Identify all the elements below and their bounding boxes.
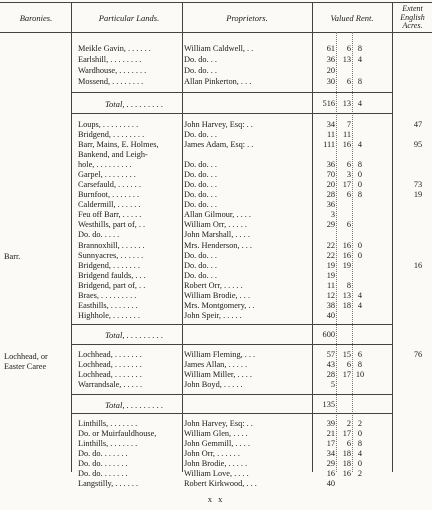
rent-shillings-cell: 6 [346, 220, 351, 229]
proprietor-cell: Do. do. . . [184, 251, 217, 260]
rent-shillings-cell: 6 [346, 190, 351, 199]
land-cell: Do. do. . . . . . . [78, 449, 128, 458]
rent-pounds-cell: 22 [326, 251, 335, 260]
proprietor-cell: James Adam, Esq: . . [184, 140, 254, 149]
rent-pence-cell: 8 [357, 190, 363, 199]
rent-shillings-cell: 16 [342, 241, 351, 250]
proprietor-cell: John Speir, . . . . . [184, 311, 242, 320]
rent-pence-cell: 10 [355, 370, 365, 379]
rent-shillings-cell: 6 [346, 77, 351, 86]
land-cell: Warrandsale, . . . . . [78, 380, 143, 389]
land-cell-continuation: Bankend, and Leigh- [78, 150, 148, 159]
rent-shillings-cell: 18 [342, 449, 351, 458]
rent-pounds-cell: 36 [326, 200, 335, 209]
rent-pounds-cell: 43 [326, 360, 335, 369]
rent-pounds-cell: 17 [326, 439, 335, 448]
proprietor-cell: Allan Gilmour, . . . . [184, 210, 251, 219]
total-rule [71, 394, 392, 395]
rent-pence-cell: 0 [357, 429, 363, 438]
rent-pounds-cell: 34 [326, 449, 335, 458]
rent-shillings-cell: 17 [342, 180, 351, 189]
land-cell: Langstilly, . . . . . . [78, 479, 139, 488]
land-cell-continuation: hole, . . . . . . . . . [78, 160, 132, 169]
extent-acres-cell: 95 [413, 140, 423, 149]
rent-pounds-cell: 40 [326, 311, 335, 320]
rent-pounds-cell: 16 [326, 469, 335, 478]
rent-pounds-cell: 21 [326, 429, 335, 438]
extent-acres-cell: 76 [413, 350, 423, 359]
total-shillings: 13 [342, 99, 351, 108]
land-cell: Carsefauld, . . . . . . [78, 180, 141, 189]
header-rule-bottom [0, 32, 432, 33]
rent-pence-cell: 0 [357, 180, 363, 189]
rent-pounds-cell: 11 [327, 281, 335, 290]
rent-pence-cell: 8 [357, 360, 363, 369]
proprietor-cell: Do. do. . . [184, 261, 217, 270]
barony-name: Lochhead, or [4, 352, 48, 361]
rent-shillings-cell: 16 [342, 140, 351, 149]
col-header-extent [393, 5, 432, 31]
proprietor-cell: William Brodie, . . . [184, 291, 251, 300]
proprietor-cell: John Brodie, . . . . . [184, 459, 248, 468]
col-header-particular-lands: Particular Lands. [98, 13, 160, 23]
rent-pence-cell: 4 [357, 55, 363, 64]
extent-acres-cell: 47 [413, 120, 423, 129]
rent-pence-cell: 4 [357, 291, 363, 300]
rent-shillings-cell: 13 [342, 55, 351, 64]
land-cell-continuation: Do. do. . . . . [78, 230, 120, 239]
land-cell: Do. do. . . . . . . [78, 469, 128, 478]
proprietor-cell: Robert Orr, . . . . . [184, 281, 243, 290]
rent-shillings-cell: 6 [346, 439, 351, 448]
rent-pounds-cell: 12 [326, 291, 335, 300]
proprietor-cell: Do. do. . . [184, 200, 217, 209]
total-rule [71, 344, 392, 345]
rent-pence-cell: 8 [357, 77, 363, 86]
land-cell: Burnfoot, . . . . . . . [78, 190, 140, 199]
rent-pounds-cell: 28 [326, 190, 335, 199]
rent-pounds-cell: 70 [326, 170, 335, 179]
proprietor-cell: Mrs. Montgomery, . . [184, 301, 255, 310]
rent-shillings-cell: 16 [342, 251, 351, 260]
rent-pounds-cell: 36 [326, 55, 335, 64]
land-cell: Wardhouse, . . . . . . . [78, 66, 147, 75]
land-cell: Sunnyacres, . . . . . . [78, 251, 144, 260]
land-cell: Do. do. . . . . . . [78, 459, 128, 468]
total-label: Total, . . . . . . . . . [105, 400, 164, 410]
land-cell: Caldermill, . . . . . . [78, 200, 141, 209]
land-cell: Braes, . . . . . . . . . [78, 291, 137, 300]
rent-pence-cell: 8 [357, 439, 363, 448]
total-pounds: 600 [322, 330, 335, 339]
proprietor-cell: John Harvey, Esq: . . [184, 419, 253, 428]
land-cell: Bridgend, . . . . . . . [78, 261, 140, 270]
rent-pounds-cell: 61 [326, 44, 335, 53]
rent-pounds-cell: 19 [326, 261, 335, 270]
column-rule-rent-shillings [352, 32, 353, 472]
extent-acres-cell: 16 [413, 261, 423, 270]
proprietor-cell: Do. do. . . [184, 271, 217, 280]
rent-pence-cell: 0 [357, 459, 363, 468]
proprietor-cell: William Orr, . . . . . [184, 220, 247, 229]
land-cell: Garpel, . . . . . . . . [78, 170, 136, 179]
proprietor-cell: Do. do. . . [184, 160, 217, 169]
land-cell: Linthills, . . . . . . . [78, 439, 138, 448]
total-rule [71, 413, 392, 414]
total-rule [71, 92, 392, 93]
proprietor-cell: Allan Pinkerton, . . . [184, 77, 252, 86]
barony-name: Barr. [4, 252, 21, 261]
rent-shillings-cell: 19 [342, 261, 351, 270]
col-header-valued-rent: Valued Rent. [330, 13, 374, 23]
rent-pounds-cell: 19 [326, 271, 335, 280]
total-pounds: 135 [322, 400, 335, 409]
rent-shillings-cell: 2 [346, 419, 351, 428]
total-pounds: 516 [322, 99, 335, 108]
rent-pence-cell: 2 [357, 469, 363, 478]
extent-acres-cell: 73 [413, 180, 423, 189]
proprietor-cell: James Allan, . . . . . [184, 360, 248, 369]
land-cell: Lochhead, . . . . . . . [78, 350, 142, 359]
rent-shillings-cell: 17 [342, 429, 351, 438]
col-header-baronies: Baronies. [19, 13, 53, 23]
rent-shillings-cell: 18 [342, 459, 351, 468]
land-cell: Bridgend, . . . . . . . . [78, 130, 145, 139]
rent-pounds-cell: 5 [330, 380, 335, 389]
proprietor-cell: John Harvey, Esq: . . [184, 120, 253, 129]
land-cell: Easthills, . . . . . . . [78, 301, 138, 310]
rent-shillings-cell: 15 [342, 350, 351, 359]
land-cell: Westhills, part of, . . [78, 220, 146, 229]
rent-pounds-cell: 22 [326, 241, 335, 250]
rent-shillings-cell: 13 [342, 291, 351, 300]
proprietor-cell: William Caldwell, . . [184, 44, 254, 53]
rent-pence-cell: 8 [357, 44, 363, 53]
rent-shillings-cell: 6 [346, 44, 351, 53]
rent-shillings-cell: 17 [342, 370, 351, 379]
rent-pence-cell: 8 [357, 160, 363, 169]
extent-header-line-3: Acres. [402, 21, 423, 30]
proprietor-cell: John Orr, . . . . . . [184, 449, 240, 458]
extent-header-line-1: Extent [402, 4, 423, 13]
rent-pence-cell: 0 [357, 241, 363, 250]
rent-pence-cell: 0 [357, 251, 363, 260]
rent-pounds-cell: 36 [326, 160, 335, 169]
rent-shillings-cell: 3 [346, 170, 351, 179]
extent-acres-cell: 19 [413, 190, 423, 199]
rent-pence-cell: 0 [357, 170, 363, 179]
land-cell: Meikle Gavin, . . . . . . [78, 44, 151, 53]
land-cell: Highhole, . . . . . . . [78, 311, 140, 320]
rent-pounds-cell: 40 [326, 479, 335, 488]
rent-pence-cell: 4 [357, 449, 363, 458]
rent-pounds-cell: 11 [327, 130, 335, 139]
land-cell: Brannoxhill, . . . . . . [78, 241, 145, 250]
total-rule [71, 113, 392, 114]
proprietor-cell: John Gemmill, . . . . [184, 439, 250, 448]
proprietor-cell: Robert Kirkwood, . . . [184, 479, 257, 488]
land-cell: Feu off Barr, . . . . . [78, 210, 142, 219]
extent-header-line-2: English [400, 12, 425, 22]
rent-shillings-cell: 18 [342, 301, 351, 310]
total-rule [71, 324, 392, 325]
land-cell: Barr, Mains, E. Holmes, [78, 140, 159, 149]
rent-pence-cell: 2 [357, 419, 363, 428]
rent-pounds-cell: 28 [326, 370, 335, 379]
land-cell: Linthills, . . . . . . . [78, 419, 138, 428]
column-rule-baronies [71, 2, 72, 472]
rent-pounds-cell: 29 [326, 459, 335, 468]
proprietor-cell: Do. do. . . [184, 55, 217, 64]
land-cell: Loups, . . . . . . . . . [78, 120, 139, 129]
rent-pounds-cell: 38 [326, 301, 335, 310]
land-cell: Lochhead, . . . . . . . [78, 370, 142, 379]
rent-shillings-cell: 6 [346, 160, 351, 169]
land-cell: Lochhead, . . . . . . . [78, 360, 142, 369]
col-header-proprietors: Proprietors. [226, 13, 268, 23]
total-label: Total, . . . . . . . . . [105, 330, 164, 340]
land-cell: Earlshill, . . . . . . . . [78, 55, 142, 64]
proprietor-cell: John Boyd, . . . . . [184, 380, 243, 389]
rent-pounds-cell: 57 [326, 350, 335, 359]
rent-shillings-cell: 7 [346, 120, 351, 129]
rent-pounds-cell: 29 [326, 220, 335, 229]
rent-pence-cell: 4 [357, 301, 363, 310]
land-cell: Mossend, . . . . . . . . [78, 77, 144, 86]
barony-name-continuation: Easter Caree [4, 362, 47, 371]
rent-shillings-cell: 8 [346, 281, 351, 290]
rent-shillings-cell: 11 [343, 130, 351, 139]
proprietor-cell: Do. do. . . [184, 190, 217, 199]
proprietor-cell: Do. do. . . [184, 170, 217, 179]
rent-pounds-cell: 39 [326, 419, 335, 428]
proprietor-cell: William Miller, . . . . [184, 370, 253, 379]
rent-pounds-cell: 111 [323, 140, 335, 149]
rent-pounds-cell: 20 [326, 180, 335, 189]
rent-pounds-cell: 3 [330, 210, 335, 219]
proprietor-cell: William Love, . . . . [184, 469, 249, 478]
proprietor-cell: William Fleming, . . . [184, 350, 256, 359]
column-rule-rent [392, 2, 393, 472]
rent-pence-cell: 6 [357, 350, 363, 359]
land-cell: Bridgend, part of, . . [78, 281, 146, 290]
total-pence: 4 [357, 99, 363, 108]
column-rule-lands [182, 2, 183, 472]
land-cell: Do. or Muirfauldhouse, [78, 429, 157, 438]
header-rule-top [0, 2, 432, 3]
rent-shillings-cell: 6 [346, 360, 351, 369]
proprietor-cell: Do. do. . . [184, 130, 217, 139]
total-label: Total, . . . . . . . . . [105, 99, 164, 109]
proprietor-cell: William Glen, . . . . [184, 429, 248, 438]
rent-pounds-cell: 20 [326, 66, 335, 75]
rent-pence-cell: 4 [357, 140, 363, 149]
rent-pounds-cell: 34 [326, 120, 335, 129]
rent-pounds-cell: 30 [326, 77, 335, 86]
proprietor-cell: Mrs. Henderson, . . . [184, 241, 252, 250]
signature-mark: x x [207, 494, 225, 504]
proprietor-cell: John Marshall, . . . . [184, 230, 250, 239]
land-cell: Bridgend faulds, . . . [78, 271, 146, 280]
proprietor-cell: Do. do. . . [184, 66, 217, 75]
proprietor-cell: Do. do. . . [184, 180, 217, 189]
rent-shillings-cell: 16 [342, 469, 351, 478]
